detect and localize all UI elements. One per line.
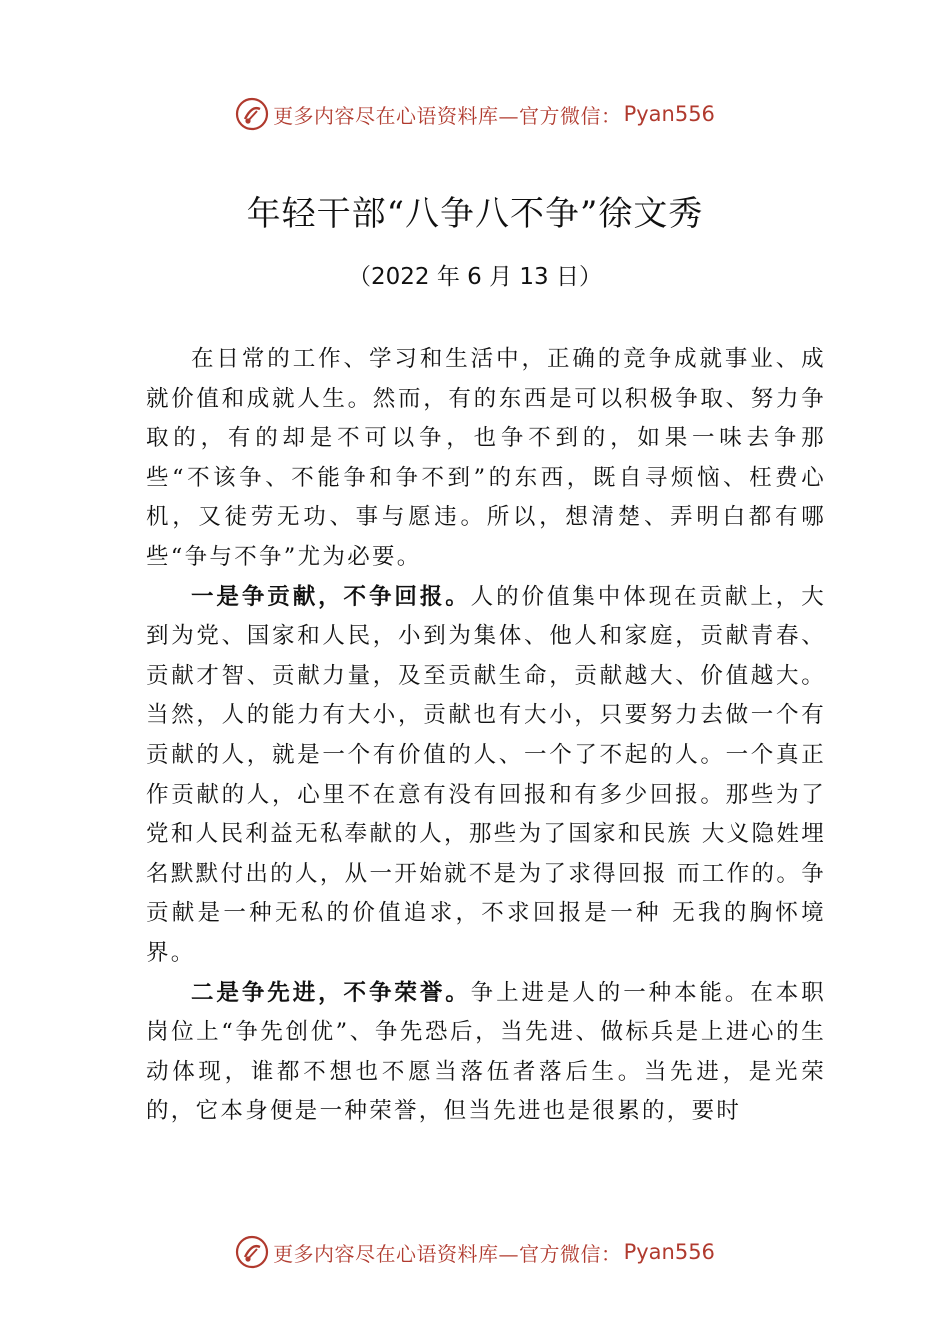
document-body [146, 340, 826, 1132]
paragraph-lead: 二是争先进，不争荣誉。 [191, 979, 471, 1006]
document-date: （2022 年 6 月 13 日） [348, 264, 602, 290]
paragraph-contribution [146, 578, 826, 974]
watermark-wechat-id: Pyan556 [623, 1240, 715, 1264]
watermark-text: 更多内容尽在心语资料库—官方微信： [273, 103, 622, 128]
paragraph-lead: 一是争贡献，不争回报。 [191, 583, 471, 610]
pen-logo-icon [235, 97, 269, 131]
watermark-text: 更多内容尽在心语资料库—官方微信： [273, 1241, 622, 1266]
paragraph-text: 人的价值集中体现在贡献上，大到为党、国家和人民，小到为集体、他人和家庭，贡献青春、贡献才智、贡献力量，及至贡献生命，贡献越大、价值越大。当然，人的能力有大小，贡献也有大小，只要努力去做一个有贡献的人，就是一个有价值的人、一个了不起的人。一个真正作贡献的人，心里不在意有没有回报和有多少回报。那些为了党和人民利益无私奉献的人，那些为了国家和民族 大义隐姓埋名默默付出的人，从一开始就不是为了求得回报 而工作的。争贡献是一种无私的价值追求，不求回报是一种 无我的胸怀境界。 [146, 583, 826, 966]
paragraph-intro [146, 340, 826, 578]
paragraph-text: 在日常的工作、学习和生活中，正确的竞争成就事业、成就价值和成就人生。然而，有的东西是可以积极争取、努力争取的，有的却是不可以争，也争不到的，如果一味去争那些“不该争、不能争和争不到”的东西，既自寻烦恼、枉费心机，又徒劳无功、事与愿违。所以，想清楚、弄明白都有哪些“争与不争”尤为必要。 [146, 346, 826, 570]
watermark-header [0, 94, 950, 134]
watermark-wechat-id: Pyan556 [623, 102, 715, 126]
pen-logo-icon [235, 1235, 269, 1269]
watermark-footer [0, 1232, 950, 1272]
document-title: 年轻干部“八争八不争”徐文秀 [246, 194, 704, 234]
paragraph-text: 争上进是人的一种本能。在本职岗位上“争先创优”、争先恐后，当先进、做标兵是上进心的生动体现，谁都不想也不愿当落伍者落后生。当先进，是光荣的，它本身便是一种荣誉，但当先进也是很累的，要时 [146, 979, 826, 1125]
paragraph-advanced [146, 974, 826, 1132]
